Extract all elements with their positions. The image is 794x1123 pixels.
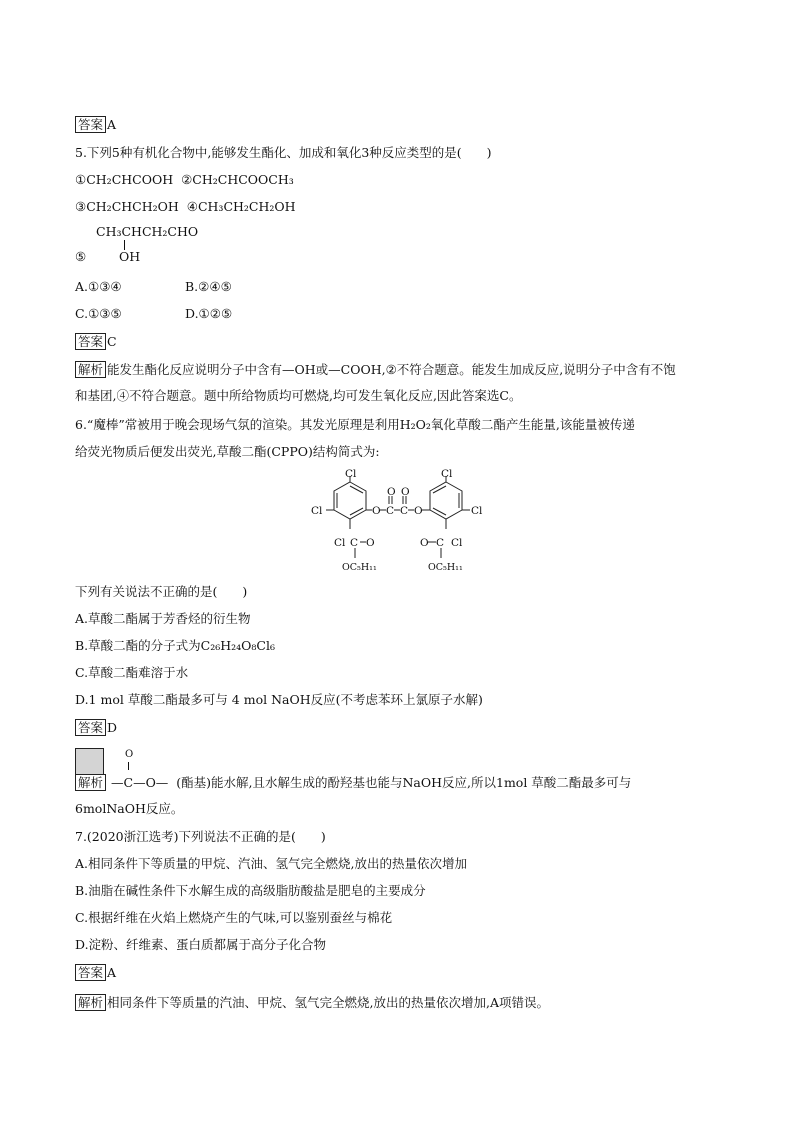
carbon-atom: C xyxy=(350,537,359,549)
q5-option-a: A.①③④ xyxy=(75,279,122,294)
q5-analysis-line1 xyxy=(75,361,676,378)
q5-compounds-row1 xyxy=(75,172,294,188)
oxygen-atom: O xyxy=(401,486,410,498)
q6-analysis-line2: 6molNaOH反应。 xyxy=(75,801,184,816)
q5-compound5-oh: OH xyxy=(119,249,141,264)
q6-analysis-text: (酯基)能水解,且水解生成的酚羟基也能与NaOH反应,所以1mol 草酸二酯最多可与 xyxy=(176,775,632,790)
compound-formula: CH₂CHCH₂OH xyxy=(86,199,179,214)
q6-stem-line1: 6.“魔棒”常被用于晚会现场气氛的渲染。其发光原理是利用H₂O₂氧化草酸二酯产生能量,该能量被传递 xyxy=(75,417,635,432)
oxygen-atom: O xyxy=(372,505,381,517)
compound-num: ③ xyxy=(75,199,87,214)
q7-option-a: A.相同条件下等质量的甲烷、汽油、氢气完全燃烧,放出的热量依次增加 xyxy=(75,856,467,871)
right-benzene-ring xyxy=(430,482,462,519)
q6-stem-line2: 给荧光物质后便发出荧光,草酸二酯(CPPO)结构简式为: xyxy=(75,444,380,459)
q5-analysis-text: 能发生酯化反应说明分子中含有—OH或—COOH,②不符合题意。能发生加成反应,说明分子中含有不饱 xyxy=(107,362,676,377)
q5-answer-line xyxy=(75,333,117,350)
ester-group: —C—O— xyxy=(111,775,169,790)
q7-answer: A xyxy=(107,965,117,980)
ester-group-oxygen: O xyxy=(125,749,134,760)
q7-option-d: D.淀粉、纤维素、蛋白质都属于高分子化合物 xyxy=(75,937,327,952)
compound-num: ② xyxy=(181,172,193,187)
analysis-tag: 解析 xyxy=(75,774,106,791)
carbon-atom: C xyxy=(400,505,409,517)
compound-num: ① xyxy=(75,172,87,187)
answer-tag: 答案 xyxy=(75,964,106,981)
ester-carbonyl-bond xyxy=(128,762,129,770)
q4-answer: A xyxy=(107,117,117,132)
q5-answer: C xyxy=(107,334,117,349)
oxygen-atom: O xyxy=(387,486,396,498)
compound-formula: CH₂CHCOOCH₃ xyxy=(192,172,294,187)
q5-option-c: C.①③⑤ xyxy=(75,306,122,321)
q7-option-c: C.根据纤维在火焰上燃烧产生的气味,可以鉴别蚕丝与棉花 xyxy=(75,910,393,925)
q5-compound5-formula: CH₃CHCH₂CHO xyxy=(96,224,199,239)
q5-option-d: D.①②⑤ xyxy=(185,306,233,321)
oxygen-atom: O xyxy=(414,505,423,517)
compound-formula: CH₃CH₂CH₂OH xyxy=(197,199,296,214)
chlorine-atom: Cl xyxy=(334,537,346,549)
chlorine-atom: Cl xyxy=(311,505,323,517)
q6-option-b: B.草酸二酯的分子式为C₂₆H₂₄O₈Cl₆ xyxy=(75,638,276,653)
q7-analysis-text: 相同条件下等质量的汽油、甲烷、氢气完全燃烧,放出的热量依次增加,A项错误。 xyxy=(107,995,549,1010)
q5-option-b: B.②④⑤ xyxy=(185,279,232,294)
q5-stem: 5.下列5种有机化合物中,能够发生酯化、加成和氧化3种反应类型的是( ) xyxy=(75,145,492,160)
chlorine-atom: Cl xyxy=(471,505,483,517)
analysis-tag: 解析 xyxy=(75,994,106,1011)
q6-option-d: D.1 mol 草酸二酯最多可与 4 mol NaOH反应(不考虑苯环上氯原子水解) xyxy=(75,692,483,707)
cppo-structure-diagram xyxy=(300,466,500,578)
q6-option-c: C.草酸二酯难溶于水 xyxy=(75,665,189,680)
analysis-tag: 解析 xyxy=(75,361,106,378)
q7-analysis-line xyxy=(75,994,549,1011)
q4-answer-line xyxy=(75,116,116,133)
chlorine-atom: Cl xyxy=(345,468,357,480)
oxygen-atom: O xyxy=(366,537,375,549)
carbon-atom: C xyxy=(436,537,445,549)
answer-tag: 答案 xyxy=(75,719,106,736)
left-benzene-ring xyxy=(334,482,366,519)
chlorine-atom: Cl xyxy=(441,468,453,480)
answer-tag: 答案 xyxy=(75,333,106,350)
q6-answer: D xyxy=(107,720,118,735)
carbon-atom: C xyxy=(386,505,395,517)
q7-stem: 7.(2020浙江选考)下列说法不正确的是( ) xyxy=(75,829,326,844)
oxygen-atom: O xyxy=(420,537,429,549)
q7-option-b: B.油脂在碱性条件下水解生成的高级脂肪酸盐是肥皂的主要成分 xyxy=(75,883,426,898)
q7-answer-line xyxy=(75,964,116,981)
analysis-tag-background xyxy=(75,748,104,775)
q6-option-a: A.草酸二酯属于芳香烃的衍生物 xyxy=(75,611,251,626)
chlorine-atom: Cl xyxy=(451,537,463,549)
q5-compounds-row2 xyxy=(75,199,296,215)
answer-tag: 答案 xyxy=(75,116,106,133)
q5-compound5-num: ⑤ xyxy=(75,249,87,264)
compound-formula: CH₂CHCOOH xyxy=(86,172,174,187)
q6-analysis-line1 xyxy=(75,774,631,791)
q5-analysis-line2: 和基团,④不符合题意。题中所给物质均可燃烧,均可发生氧化反应,因此答案选C。 xyxy=(75,388,522,403)
pentoxy-group: OC₅H₁₁ xyxy=(342,562,377,573)
q6-question: 下列有关说法不正确的是( ) xyxy=(75,584,248,599)
pentoxy-group: OC₅H₁₁ xyxy=(428,562,463,573)
q6-answer-line xyxy=(75,719,117,736)
compound-num: ④ xyxy=(186,199,198,214)
